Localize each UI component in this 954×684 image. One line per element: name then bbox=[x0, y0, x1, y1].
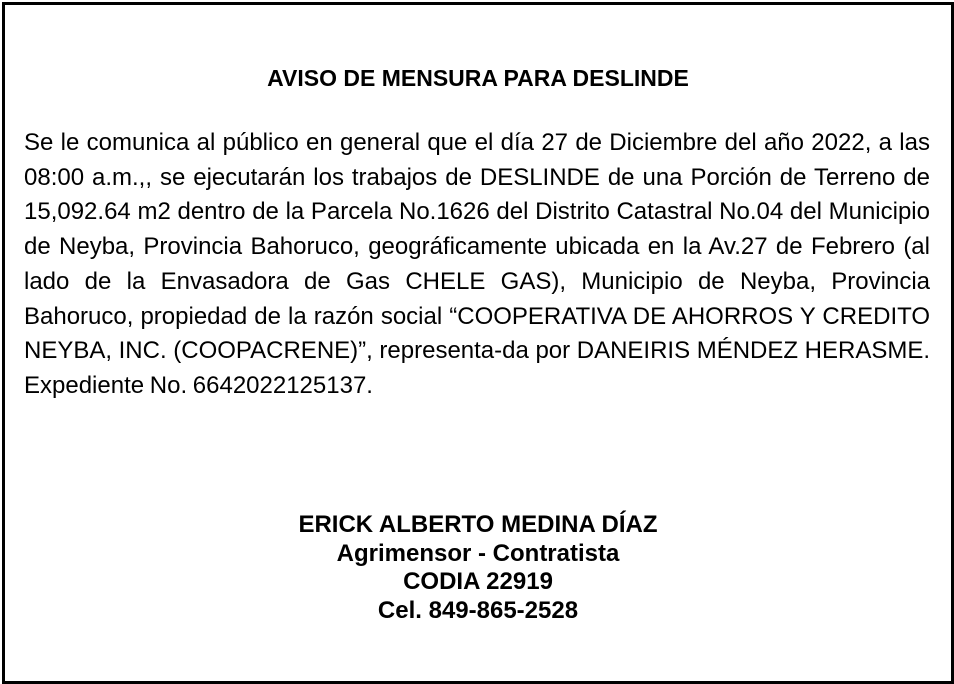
signatory-codia: CODIA 22919 bbox=[403, 568, 553, 595]
signatory-role: Agrimensor - Contratista bbox=[336, 539, 620, 567]
notice-title: AVISO DE MENSURA PARA DESLINDE bbox=[267, 65, 689, 91]
signature-block bbox=[5, 511, 951, 625]
signatory-name: ERICK ALBERTO MEDINA DÍAZ bbox=[298, 511, 658, 538]
notice-body: Se le comunica al público en general que el día 27 de Diciembre del año 2022, a las 08:00 a.m.,, se ejecutarán los trabajos de DESLINDE de una Porción de Terreno de 15,092.64 m2 dentro de la Parcela No.1626 del Distrito Catastral No.04 del Municipio de Neyba, Provincia Bahoruco, geográficamente ubicada en la Av.27 de Febrero (al lado de la Envasadora de Gas CHELE GAS), Municipio de Neyba, Provincia Bahoruco, propiedad de la razón social “COOPERATIVA DE AHORROS Y CREDITO NEYBA, INC. (COOPACRENE)”, representa-da por DANEIRIS MÉNDEZ HERASME. Expediente No. 6642022125137. bbox=[24, 129, 930, 399]
signatory-phone: Cel. 849-865-2528 bbox=[377, 596, 579, 624]
notice-border bbox=[2, 2, 954, 684]
